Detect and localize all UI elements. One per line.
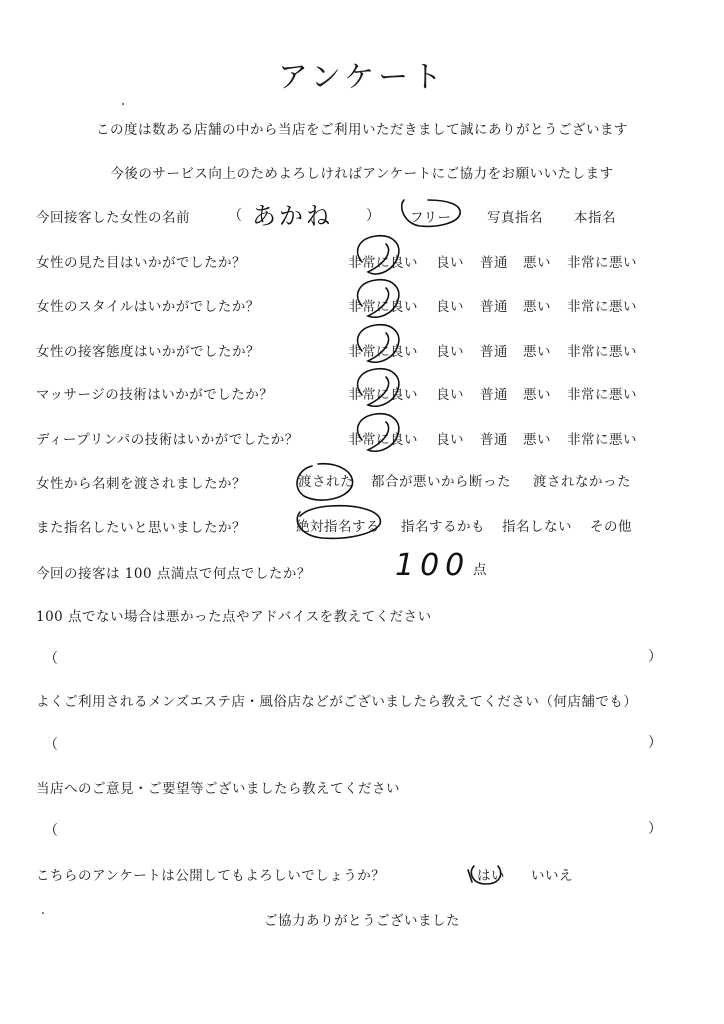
style-very-bad[interactable]: 非常に悪い	[567, 299, 637, 315]
name-answer: あかね	[252, 202, 333, 230]
name-open-paren: （	[228, 208, 242, 224]
style-average[interactable]: 普通	[480, 299, 508, 315]
repeat-definitely[interactable]: 絶対指名する	[296, 519, 380, 535]
page-title: アンケート	[277, 60, 447, 95]
style-very-good[interactable]: 非常に良い	[348, 299, 418, 315]
repeat-no[interactable]: 指名しない	[502, 519, 572, 535]
feedback-close-paren: ）	[648, 821, 662, 837]
style-good[interactable]: 良い	[436, 299, 464, 315]
lymph-very-bad[interactable]: 非常に悪い	[567, 432, 637, 448]
appearance-very-bad[interactable]: 非常に悪い	[567, 255, 637, 271]
repeat-other[interactable]: その他	[590, 519, 632, 535]
publish-yes[interactable]: はい	[477, 868, 505, 884]
attitude-good[interactable]: 良い	[436, 344, 464, 360]
score-answer: 100	[395, 548, 471, 583]
card-received[interactable]: 渡された	[298, 474, 354, 490]
feedback-open-paren: （	[44, 823, 58, 839]
question-other-shops: よくご利用されるメンズエステ店・風俗店などがございましたら教えてください（何店舗でも）	[36, 694, 638, 710]
question-appearance: 女性の見た目はいかがでしたか？	[36, 255, 246, 271]
question-publish: こちらのアンケートは公開してもよろしいでしょうか？	[36, 868, 386, 884]
option-free[interactable]: フリー	[410, 210, 452, 226]
attitude-very-good[interactable]: 非常に良い	[348, 344, 418, 360]
name-close-paren: ）	[366, 208, 380, 224]
appearance-very-good[interactable]: 非常に良い	[348, 255, 418, 271]
style-bad[interactable]: 悪い	[523, 299, 551, 315]
scan-speck	[122, 103, 124, 105]
intro-line-1: この度は数ある店舗の中から当店をご利用いただきまして誠にありがとうございます	[96, 122, 628, 138]
lymph-bad[interactable]: 悪い	[523, 432, 551, 448]
question-score: 今回の接客は 100 点満点で何点でしたか？	[36, 566, 311, 582]
advice-close-paren: ）	[648, 649, 662, 665]
attitude-very-bad[interactable]: 非常に悪い	[567, 344, 637, 360]
option-main-nomination[interactable]: 本指名	[574, 210, 616, 226]
massage-average[interactable]: 普通	[480, 387, 508, 403]
question-lymph: ディープリンパの技術はいかがでしたか？	[36, 432, 299, 448]
massage-very-bad[interactable]: 非常に悪い	[567, 387, 637, 403]
advice-open-paren: （	[44, 651, 58, 667]
scan-speck	[42, 912, 44, 914]
card-declined[interactable]: 都合が悪いから断った	[371, 474, 511, 490]
question-style: 女性のスタイルはいかがでしたか？	[36, 299, 260, 315]
question-massage: マッサージの技術はいかがでしたか？	[36, 387, 274, 403]
score-unit: 点	[473, 562, 487, 578]
other-shops-close-paren: ）	[648, 735, 662, 751]
repeat-maybe[interactable]: 指名するかも	[401, 519, 485, 535]
appearance-bad[interactable]: 悪い	[523, 255, 551, 271]
appearance-good[interactable]: 良い	[436, 255, 464, 271]
name-label: 今回接客した女性の名前	[36, 210, 190, 226]
question-business-card: 女性から名刺を渡されましたか？	[36, 476, 246, 492]
option-photo-nomination[interactable]: 写真指名	[487, 210, 543, 226]
massage-good[interactable]: 良い	[436, 387, 464, 403]
pen-stroke-publish	[468, 870, 472, 882]
question-advice: 100 点でない場合は悪かった点やアドバイスを教えてください	[36, 609, 432, 625]
intro-line-2: 今後のサービス向上のためよろしければアンケートにご協力をお願いいたします	[110, 166, 614, 182]
question-repeat: また指名したいと思いましたか？	[36, 520, 246, 536]
other-shops-open-paren: （	[44, 737, 58, 753]
publish-no[interactable]: いいえ	[531, 868, 573, 884]
attitude-bad[interactable]: 悪い	[523, 344, 551, 360]
lymph-very-good[interactable]: 非常に良い	[348, 432, 418, 448]
massage-bad[interactable]: 悪い	[523, 387, 551, 403]
attitude-average[interactable]: 普通	[480, 344, 508, 360]
closing-text: ご協力ありがとうございました	[264, 913, 460, 929]
question-attitude: 女性の接客態度はいかがでしたか？	[36, 344, 260, 360]
card-not-received[interactable]: 渡されなかった	[533, 474, 631, 490]
lymph-average[interactable]: 普通	[480, 432, 508, 448]
massage-very-good[interactable]: 非常に良い	[348, 387, 418, 403]
question-feedback: 当店へのご意見・ご要望等ございましたら教えてください	[36, 781, 400, 797]
appearance-average[interactable]: 普通	[480, 255, 508, 271]
lymph-good[interactable]: 良い	[436, 432, 464, 448]
